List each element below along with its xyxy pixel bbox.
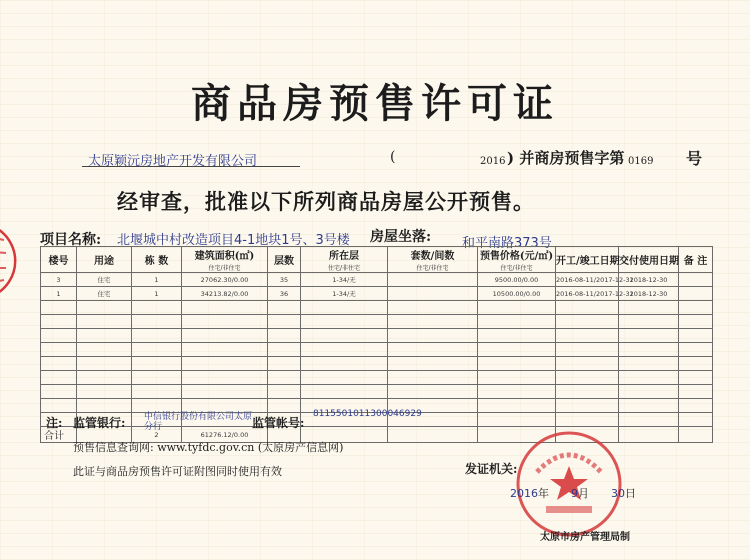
empty-cell bbox=[388, 301, 478, 315]
empty-cell bbox=[478, 357, 556, 371]
empty-cell bbox=[41, 315, 77, 329]
table-cell: 9500.00/0.00 bbox=[478, 273, 556, 287]
year-char: 年 bbox=[538, 487, 549, 500]
account-label: 监管帐号: bbox=[252, 416, 305, 430]
empty-cell bbox=[268, 315, 301, 329]
table-cell: 住宅 bbox=[77, 287, 132, 301]
empty-cell bbox=[619, 371, 679, 385]
empty-cell bbox=[478, 329, 556, 343]
empty-cell bbox=[556, 329, 619, 343]
total-count: 2 bbox=[132, 427, 182, 443]
table-cell bbox=[388, 287, 478, 301]
empty-cell bbox=[77, 343, 132, 357]
empty-cell bbox=[619, 413, 679, 427]
document-title: 商品房预售许可证 bbox=[191, 80, 559, 127]
empty-cell bbox=[268, 371, 301, 385]
table-cell: 35 bbox=[268, 273, 301, 287]
header-cell bbox=[388, 247, 478, 273]
header-cell bbox=[268, 247, 301, 273]
project-name: 北堰城中村改造项目4-1地块1号、3号楼 bbox=[117, 233, 350, 248]
company-name: 太原颖沅房地产开发有限公司 bbox=[88, 154, 258, 169]
empty-cell bbox=[679, 315, 713, 329]
header-main: 备 注 bbox=[683, 256, 708, 267]
empty-cell bbox=[132, 385, 182, 399]
table-cell: 1-34/无 bbox=[301, 287, 388, 301]
empty-cell bbox=[388, 315, 478, 329]
empty-cell bbox=[619, 315, 679, 329]
empty-row bbox=[41, 301, 713, 315]
empty-cell bbox=[679, 357, 713, 371]
table-header-row bbox=[41, 247, 713, 273]
empty-cell bbox=[556, 315, 619, 329]
empty-cell bbox=[182, 357, 268, 371]
empty-cell bbox=[301, 371, 388, 385]
empty-cell bbox=[301, 357, 388, 371]
bank-name: 中信银行股份有限公司太原分行 bbox=[144, 412, 253, 432]
empty-cell bbox=[132, 301, 182, 315]
empty-cell bbox=[301, 329, 388, 343]
empty-cell bbox=[77, 371, 132, 385]
header-main: 用途 bbox=[94, 256, 114, 267]
empty-cell bbox=[77, 385, 132, 399]
header-cell bbox=[77, 247, 132, 273]
empty-cell bbox=[41, 399, 77, 413]
empty-cell bbox=[388, 343, 478, 357]
empty-cell bbox=[182, 399, 268, 413]
table-cell: 1 bbox=[132, 273, 182, 287]
empty-cell bbox=[301, 301, 388, 315]
header-cell bbox=[556, 247, 619, 273]
empty-cell bbox=[77, 399, 132, 413]
header-cell bbox=[41, 247, 77, 273]
header-main: 建筑面积(㎡) bbox=[194, 251, 255, 262]
empty-cell bbox=[679, 371, 713, 385]
header-sub: 住宅/非住宅 bbox=[327, 265, 361, 272]
empty-cell bbox=[478, 371, 556, 385]
table-cell: 住宅 bbox=[77, 273, 132, 287]
empty-cell bbox=[679, 399, 713, 413]
header-main: 栋 数 bbox=[144, 256, 169, 267]
empty-cell bbox=[619, 301, 679, 315]
permit-year: 2016 bbox=[480, 156, 506, 167]
empty-cell bbox=[301, 315, 388, 329]
empty-cell bbox=[556, 357, 619, 371]
official-seal bbox=[513, 428, 625, 540]
empty-cell bbox=[132, 315, 182, 329]
empty-cell bbox=[132, 399, 182, 413]
header-main: 套数/间数 bbox=[410, 251, 455, 262]
empty-cell bbox=[679, 343, 713, 357]
table-cell: 2016-08-11/2017-12-31 bbox=[556, 287, 619, 301]
header-main: 开工/竣工日期 bbox=[556, 256, 620, 267]
location-value: 和平南路373号 bbox=[462, 236, 552, 251]
empty-cell bbox=[556, 399, 619, 413]
empty-cell bbox=[77, 301, 132, 315]
bureau-footer: 太原市房产管理局制 bbox=[540, 532, 630, 543]
empty-row bbox=[41, 329, 713, 343]
company-underline bbox=[82, 166, 300, 167]
empty-cell bbox=[679, 413, 713, 427]
empty-cell bbox=[556, 343, 619, 357]
header-sub: 住宅/非住宅 bbox=[500, 265, 533, 272]
day-char: 日 bbox=[625, 487, 636, 500]
empty-cell bbox=[268, 301, 301, 315]
table-cell: 27062.30/0.00 bbox=[182, 273, 268, 287]
issue-month: 9 bbox=[571, 487, 578, 500]
empty-cell bbox=[301, 343, 388, 357]
empty-cell bbox=[268, 357, 301, 371]
issue-day: 30 bbox=[611, 487, 625, 500]
empty-cell bbox=[388, 385, 478, 399]
empty-cell bbox=[77, 329, 132, 343]
table-row bbox=[41, 287, 713, 301]
empty-cell bbox=[132, 343, 182, 357]
table-cell: 2018-12-30 bbox=[619, 273, 679, 287]
empty-cell bbox=[41, 371, 77, 385]
issue-date bbox=[510, 485, 636, 501]
header-cell bbox=[478, 247, 556, 273]
bank-label: 监管银行: bbox=[73, 416, 126, 430]
total-cell bbox=[679, 427, 713, 443]
empty-cell bbox=[556, 413, 619, 427]
approval-statement: 经审查，批准以下所列商品房屋公开预售。 bbox=[117, 189, 535, 214]
table-cell bbox=[679, 273, 713, 287]
month-char: 月 bbox=[578, 487, 589, 500]
table-cell: 1 bbox=[41, 287, 77, 301]
permit-number: 0169 bbox=[628, 156, 654, 167]
empty-cell bbox=[77, 315, 132, 329]
empty-cell bbox=[41, 329, 77, 343]
empty-cell bbox=[619, 385, 679, 399]
empty-cell bbox=[388, 357, 478, 371]
header-main: 交付使用日期 bbox=[619, 256, 679, 267]
empty-cell bbox=[556, 371, 619, 385]
empty-cell bbox=[132, 357, 182, 371]
header-cell bbox=[182, 247, 268, 273]
header-main: 所在层 bbox=[329, 251, 359, 262]
empty-cell bbox=[619, 329, 679, 343]
empty-cell bbox=[478, 413, 556, 427]
header-main: 层数 bbox=[274, 256, 294, 267]
notes-label: 注: bbox=[46, 416, 63, 430]
empty-cell bbox=[478, 315, 556, 329]
empty-cell bbox=[679, 301, 713, 315]
empty-row bbox=[41, 315, 713, 329]
total-cell bbox=[388, 427, 478, 443]
empty-cell bbox=[301, 385, 388, 399]
header-cell bbox=[301, 247, 388, 273]
empty-cell bbox=[556, 301, 619, 315]
empty-cell bbox=[388, 329, 478, 343]
empty-cell bbox=[268, 329, 301, 343]
issue-year: 2016 bbox=[510, 487, 538, 500]
table-cell: 2018-12-30 bbox=[619, 287, 679, 301]
empty-cell bbox=[41, 357, 77, 371]
empty-cell bbox=[478, 385, 556, 399]
empty-cell bbox=[388, 371, 478, 385]
empty-row bbox=[41, 357, 713, 371]
empty-row bbox=[41, 371, 713, 385]
empty-cell bbox=[619, 357, 679, 371]
empty-cell bbox=[619, 399, 679, 413]
table-cell: 1-34/无 bbox=[301, 273, 388, 287]
table-cell bbox=[388, 273, 478, 287]
empty-cell bbox=[182, 315, 268, 329]
header-cell bbox=[679, 247, 713, 273]
empty-row bbox=[41, 343, 713, 357]
empty-cell bbox=[41, 385, 77, 399]
permit-paren-open: ( bbox=[390, 149, 396, 165]
empty-cell bbox=[268, 343, 301, 357]
account-number: 8115501011300046929 bbox=[313, 409, 422, 419]
table-cell: 3 bbox=[41, 273, 77, 287]
empty-cell bbox=[679, 329, 713, 343]
side-seal-fragment bbox=[0, 222, 24, 300]
header-main: 楼号 bbox=[48, 256, 69, 267]
total-cell bbox=[619, 427, 679, 443]
empty-cell bbox=[478, 343, 556, 357]
table-row bbox=[41, 273, 713, 287]
permit-suffix: 号 bbox=[686, 149, 703, 168]
table-cell: 2016-08-11/2017-12-31 bbox=[556, 273, 619, 287]
validity-notice: 此证与商品房预售许可证附图同时使用有效 bbox=[73, 465, 282, 478]
header-sub: 住宅/非住宅 bbox=[208, 265, 241, 272]
empty-cell bbox=[268, 399, 301, 413]
issuer-label: 发证机关: bbox=[465, 462, 518, 476]
location-label: 房屋坐落: bbox=[370, 229, 432, 245]
table-cell: 36 bbox=[268, 287, 301, 301]
project-label: 项目名称: bbox=[40, 232, 102, 248]
empty-cell bbox=[132, 329, 182, 343]
query-site: 预售信息查询网: www.tyfdc.gov.cn (太原房产信息网) bbox=[73, 441, 344, 454]
header-cell bbox=[132, 247, 182, 273]
header-cell bbox=[619, 247, 679, 273]
empty-cell bbox=[182, 371, 268, 385]
total-area: 61276.12/0.00 bbox=[182, 427, 268, 443]
empty-cell bbox=[478, 399, 556, 413]
table-cell bbox=[679, 287, 713, 301]
empty-cell bbox=[619, 343, 679, 357]
table-cell: 34213.82/0.00 bbox=[182, 287, 268, 301]
empty-cell bbox=[182, 343, 268, 357]
empty-cell bbox=[41, 343, 77, 357]
permit-prefix: ) 并商房预售字第 bbox=[507, 149, 625, 167]
table-cell: 10500.00/0.00 bbox=[478, 287, 556, 301]
empty-row bbox=[41, 385, 713, 399]
empty-cell bbox=[182, 301, 268, 315]
empty-cell bbox=[556, 385, 619, 399]
empty-cell bbox=[41, 301, 77, 315]
empty-cell bbox=[132, 371, 182, 385]
header-main: 预售价格(元/㎡) bbox=[479, 251, 554, 262]
table-cell: 1 bbox=[132, 287, 182, 301]
empty-cell bbox=[182, 385, 268, 399]
empty-cell bbox=[182, 329, 268, 343]
empty-cell bbox=[679, 385, 713, 399]
empty-cell bbox=[77, 357, 132, 371]
empty-cell bbox=[268, 385, 301, 399]
empty-cell bbox=[478, 301, 556, 315]
header-sub: 住宅/非住宅 bbox=[416, 265, 449, 272]
total-label: 合计 bbox=[41, 427, 77, 443]
